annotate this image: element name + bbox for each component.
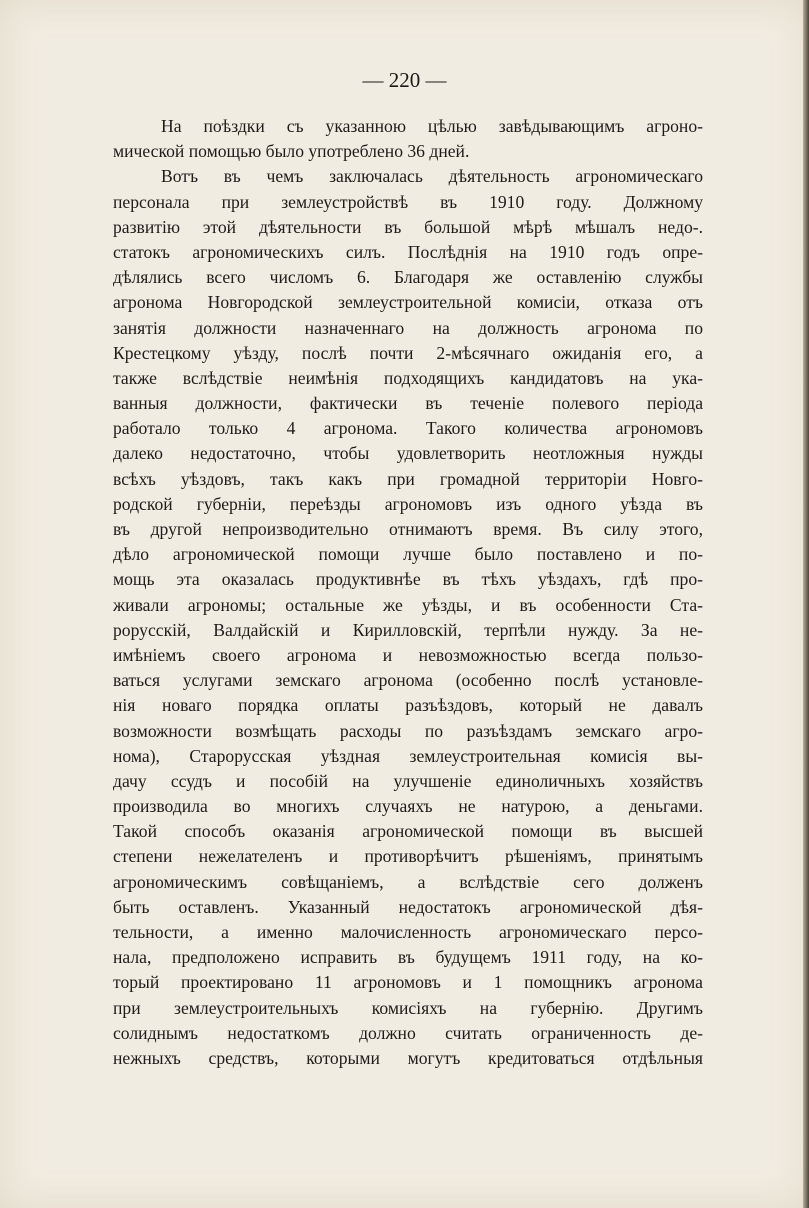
text-line: также вслѣдствіе неимѣнія подходящихъ кандидатовъ на ука- — [113, 367, 703, 388]
text-line: солиднымъ недостаткомъ должно считать ограниченность де- — [113, 1022, 703, 1043]
text-line: торый проектировано 11 агрономовъ и 1 помощникъ агронома — [113, 972, 703, 993]
page-edge-shadow — [803, 0, 809, 1208]
text-line: занятія должности назначеннаго на должность агронома по — [113, 317, 703, 338]
text-line: родской губерніи, переѣзды агрономовъ изъ одного уѣзда въ — [113, 493, 703, 514]
text-line: рорусскій, Валдайскій и Кирилловскій, терпѣли нужду. За не- — [113, 619, 703, 640]
body-text — [113, 114, 703, 1071]
text-line: быть оставленъ. Указанный недостатокъ агрономической дѣя- — [113, 896, 703, 917]
text-line: работало только 4 агронома. Такого количества агрономовъ — [113, 418, 703, 439]
text-line: возможности возмѣщать расходы по разъѣздамъ земскаго агро- — [113, 720, 703, 741]
text-line: далеко недостаточно, чтобы удовлетворить неотложныя нужды — [113, 443, 703, 464]
text-line: статокъ агрономическихъ силъ. Послѣднія на 1910 годъ опре- — [113, 241, 703, 262]
page-number: — 220 — — [362, 68, 447, 92]
text-line: при землеустроительныхъ комисіяхъ на губернію. Другимъ — [113, 997, 703, 1018]
text-line: всѣхъ уѣздовъ, такъ какъ при громадной территоріи Новго- — [113, 468, 703, 489]
text-line: ваться услугами земскаго агронома (особенно послѣ установле- — [113, 670, 703, 691]
text-line: мощь эта оказалась продуктивнѣе въ тѣхъ уѣздахъ, гдѣ про- — [113, 569, 703, 590]
text-line: тельности, а именно малочисленность агрономическаго персо- — [113, 922, 703, 942]
text-line: степени нежелателенъ и противорѣчитъ рѣшеніямъ, принятымъ — [113, 846, 703, 867]
text-line: производила во многихъ случаяхъ не натурою, а деньгами. — [113, 796, 703, 817]
text-line: ванныя должности, фактически въ теченіе полевого періода — [113, 393, 703, 414]
text-line: живали агрономы; остальные же уѣзды, и въ особенности Ста- — [113, 594, 703, 615]
text-line: Крестецкому уѣзду, послѣ почти 2-мѣсячнаго ожиданія его, а — [113, 342, 703, 363]
text-line: На поѣздки съ указанною цѣлью завѣдывающимъ агроно- — [161, 116, 703, 136]
text-line: мической помощью было употреблено 36 дней. — [113, 141, 470, 162]
text-line: Такой способъ оказанія агрономической помощи въ высшей — [113, 821, 703, 842]
text-line: Вотъ въ чемъ заключалась дѣятельность агрономическаго — [161, 166, 703, 187]
text-line: дѣлялись всего числомъ 6. Благодаря же оставленію службы — [113, 267, 703, 288]
text-line: дѣло агрономической помощи лучше было поставлено и по- — [113, 544, 703, 565]
text-line: нома), Старорусская уѣздная землеустроительная комисія вы- — [113, 745, 703, 766]
text-line: дачу ссудъ и пособій на улучшеніе единоличныхъ хозяйствъ — [113, 770, 703, 791]
text-line: имѣніемъ своего агронома и невозможностью всегда пользо- — [113, 644, 703, 665]
text-line: развитію этой дѣятельности въ большой мѣрѣ мѣшалъ недо-. — [113, 216, 703, 237]
text-line: нія новаго порядка оплаты разъѣздовъ, который не давалъ — [113, 695, 703, 716]
text-line: нежныхъ средствъ, которыми могутъ кредитоваться отдѣльныя — [113, 1047, 703, 1068]
text-line: нала, предположено исправить въ будущемъ 1911 году, на ко- — [113, 947, 703, 968]
text-line: въ другой непроизводительно отнимаютъ время. Въ силу этого, — [113, 519, 703, 539]
text-line: агрономическимъ совѣщаніемъ, а вслѣдствіе сего долженъ — [113, 871, 703, 892]
text-line: агронома Новгородской землеустроительной комисіи, отказа отъ — [113, 292, 703, 313]
text-line: персонала при землеустройствѣ въ 1910 году. Должному — [113, 191, 703, 212]
